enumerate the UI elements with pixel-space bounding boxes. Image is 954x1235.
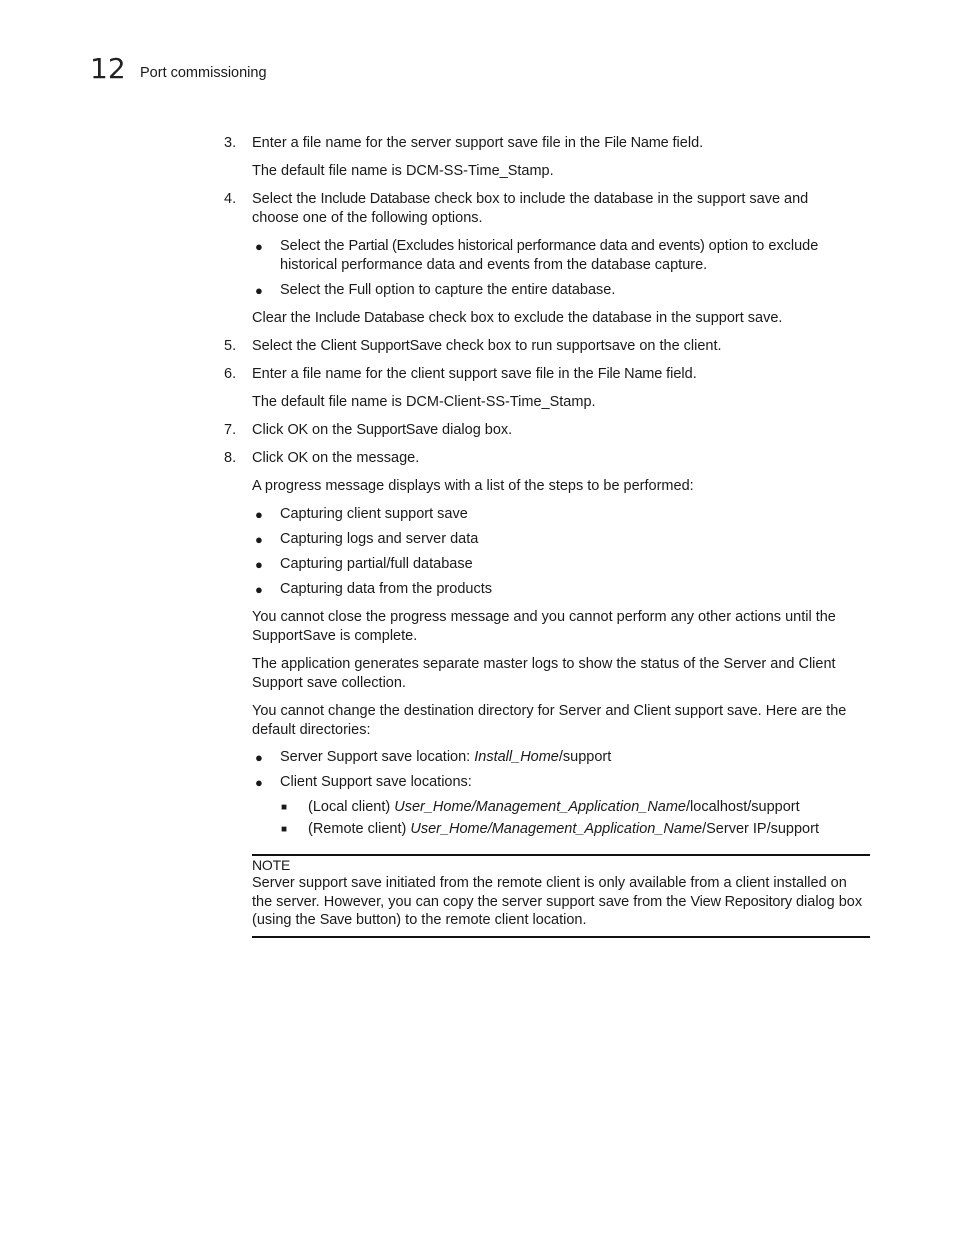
bullet-icon: ● [255,775,263,790]
step-number: 5. [224,338,237,354]
paragraph: Support save collection. [252,675,406,691]
list-item: Capturing client support save [280,506,468,522]
note-text: Server support save initiated from the remote client is only available from a client installed on [252,875,847,891]
step-number: 6. [224,366,237,382]
bullet-icon: ● [255,557,263,572]
list-item: Capturing data from the products [280,581,492,597]
square-bullet-icon: ■ [281,824,288,835]
client-locations: Client Support save locations: [280,774,472,790]
note-top-rule [252,854,870,856]
path-variable: User_Home/Management_Application_Name [394,799,686,815]
step-6-note: The default file name is DCM-Client-SS-Time_Stamp. [252,394,596,410]
step-3-text: Enter a file name for the server support save file in the File Name field. [252,135,704,151]
list-item: Capturing logs and server data [280,531,479,547]
step-number: 8. [224,450,237,466]
ui-term: SupportSave [356,422,439,438]
bullet-icon: ● [255,283,263,298]
step-7-text: Click OK on the SupportSave dialog box. [252,422,513,438]
square-bullet-icon: ■ [281,802,288,813]
bullet-icon: ● [255,582,263,597]
step-4-text: Select the Include Database check box to include the database in the support save and [252,191,809,207]
ui-term: Include Database [320,191,431,207]
local-client-location: (Local client) User_Home/Management_Application_Name/localhost/support [308,799,800,815]
chapter-number: 12 [90,52,126,85]
ui-term: View Repository [690,894,792,910]
step-3-note: The default file name is DCM-SS-Time_Stamp. [252,163,554,179]
ui-term: Save [319,912,352,928]
server-location: Server Support save location: Install_Home/support [280,749,612,765]
step-8-text: Click OK on the message. [252,450,420,466]
step-number: 4. [224,191,237,207]
option-partial: Select the Partial (Excludes historical performance data and events) option to exclude [280,238,819,254]
bullet-icon: ● [255,507,263,522]
path-variable: User_Home/Management_Application_Name [410,821,703,837]
ui-term: Full [348,282,372,298]
note-label: NOTE [252,857,291,873]
ui-term: File Name [604,135,669,151]
paragraph: You cannot change the destination directory for Server and Client support save. Here are the [252,703,847,719]
note-bottom-rule [252,936,870,938]
ui-term: Partial (Excludes historical performance data and events) [348,238,705,254]
bullet-icon: ● [255,239,263,254]
bullet-icon: ● [255,532,263,547]
step-6-text: Enter a file name for the client support save file in the File Name field. [252,366,697,382]
step-number: 7. [224,422,237,438]
paragraph: The application generates separate master logs to show the status of the Server and Client [252,656,836,672]
step-5-text: Select the Client SupportSave check box to run supportsave on the client. [252,338,722,354]
paragraph: SupportSave is complete. [252,628,418,644]
step-4-clear: Clear the Include Database check box to exclude the database in the support save. [252,310,783,326]
ui-term: Client SupportSave [320,338,442,354]
note-text: the server. However, you can copy the server support save from the View Repository dialog box [252,894,863,910]
note-text: (using the Save button) to the remote client location. [252,912,587,928]
option-full: Select the Full option to capture the entire database. [280,282,616,298]
step-4-text-line2: choose one of the following options. [252,210,483,226]
ui-term: OK [287,450,309,466]
step-number: 3. [224,135,237,151]
paragraph: default directories: [252,722,371,738]
path-variable: Install_Home [474,749,559,765]
chapter-title: Port commissioning [140,65,267,81]
list-item: Capturing partial/full database [280,556,473,572]
ui-term: Include Database [314,310,425,326]
step-8-intro: A progress message displays with a list of the steps to be performed: [252,478,694,494]
option-partial-line2: historical performance data and events from the database capture. [280,257,708,273]
bullet-icon: ● [255,750,263,765]
remote-client-location: (Remote client) User_Home/Management_Application_Name/Server IP/support [308,821,819,837]
paragraph: You cannot close the progress message and you cannot perform any other actions until the [252,609,836,625]
ui-term: OK [287,422,309,438]
ui-term: File Name [597,366,663,382]
